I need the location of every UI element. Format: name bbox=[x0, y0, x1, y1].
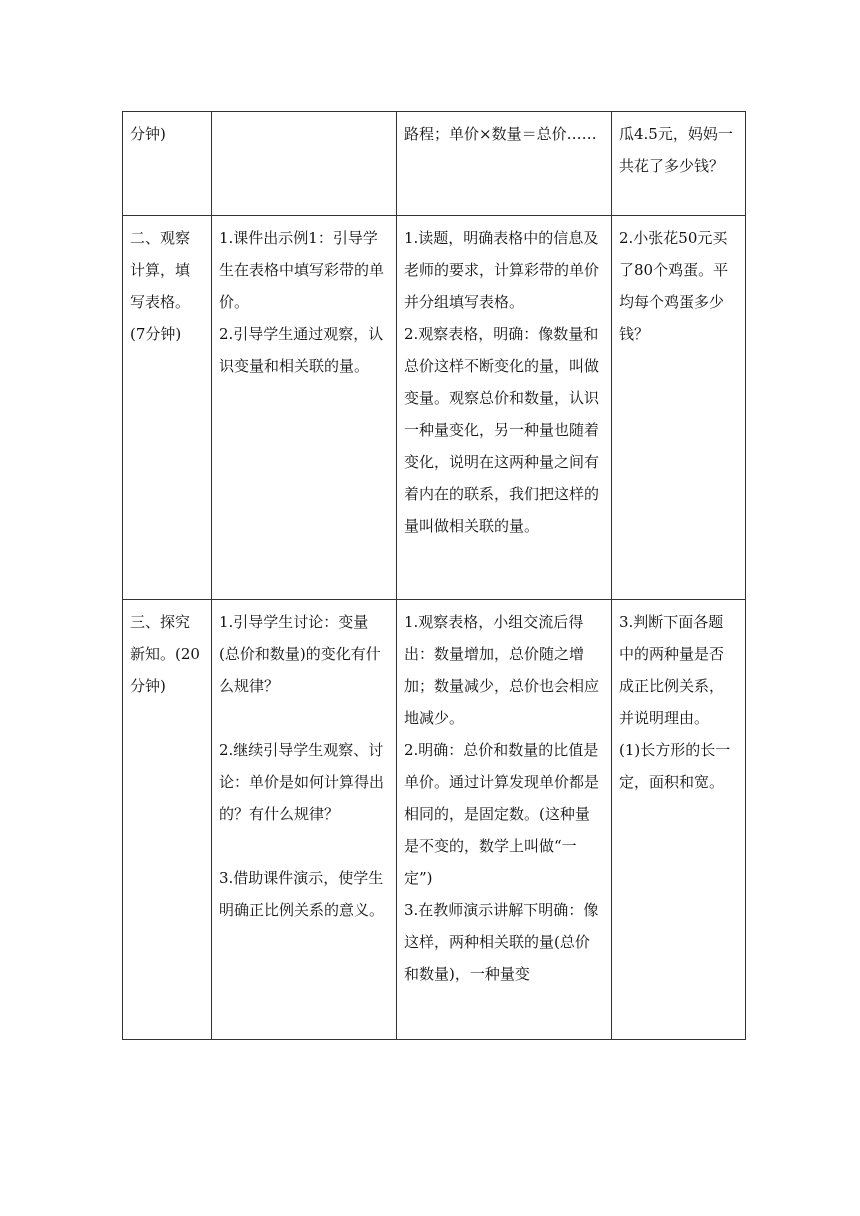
teacher-step: 2.继续引导学生观察、讨论：单价是如何计算得出的？有什么规律？ bbox=[219, 741, 385, 823]
teacher-activity-cell bbox=[212, 112, 397, 216]
student-activity-cell bbox=[397, 216, 612, 600]
student-step: 2.观察表格，明确：像数量和总价这样不断变化的量，叫做变量。观察总价和数量，认识一种量变化，另一种量也随着变化，说明在这两种量之间有着内在的联系，我们把这样的量叫做相关联的量。 bbox=[404, 325, 600, 535]
stage-cell: 二、观察计算，填写表格。(7分钟) bbox=[123, 216, 212, 600]
student-step: 3.在教师演示讲解下明确：像这样，两种相关联的量(总价和数量)，一种量变 bbox=[404, 901, 599, 983]
table-row bbox=[123, 600, 746, 1040]
table-row bbox=[123, 216, 746, 600]
teacher-step: 1.课件出示例1：引导学生在表格中填写彩带的单价。 bbox=[219, 229, 385, 311]
student-activity-cell bbox=[397, 112, 612, 216]
teacher-step: 3.借助课件演示，使学生明确正比例关系的意义。 bbox=[219, 869, 385, 919]
student-step: 路程；单价×数量＝总价…… bbox=[404, 125, 597, 143]
exercise-text: 瓜4.5元，妈妈一共花了多少钱？ bbox=[619, 125, 733, 175]
teacher-step: 1.引导学生讨论：变量(总价和数量)的变化有什么规律？ bbox=[219, 613, 381, 695]
teacher-activity-cell bbox=[212, 600, 397, 1040]
teacher-activity-cell bbox=[212, 216, 397, 600]
exercise-cell bbox=[612, 216, 746, 600]
student-activity-cell bbox=[397, 600, 612, 1040]
stage-cell: 分钟) bbox=[123, 112, 212, 216]
student-step: 1.观察表格，小组交流后得出：数量增加，总价随之增加；数量减少，总价也会相应地减少。 bbox=[404, 613, 600, 727]
table-row bbox=[123, 112, 746, 216]
exercise-text: 3.判断下面各题中的两种量是否成正比例关系，并说明理由。 bbox=[619, 613, 725, 727]
stage-cell: 三、探究新知。(20分钟) bbox=[123, 600, 212, 1040]
student-step: 2.明确：总价和数量的比值是单价。通过计算发现单价都是相同的，是固定数。(这种量是不变的，数学上叫做“一定”) bbox=[404, 741, 600, 887]
exercise-text: (1)长方形的长一定，面积和宽。 bbox=[619, 741, 731, 791]
exercise-cell bbox=[612, 112, 746, 216]
exercise-text: 2.小张花50元买了80个鸡蛋。平均每个鸡蛋多少钱？ bbox=[619, 229, 729, 343]
exercise-cell bbox=[612, 600, 746, 1040]
lesson-plan-table bbox=[122, 111, 746, 1040]
student-step: 1.读题，明确表格中的信息及老师的要求，计算彩带的单价并分组填写表格。 bbox=[404, 229, 600, 311]
teacher-step: 2.引导学生通过观察，认识变量和相关联的量。 bbox=[219, 325, 384, 375]
